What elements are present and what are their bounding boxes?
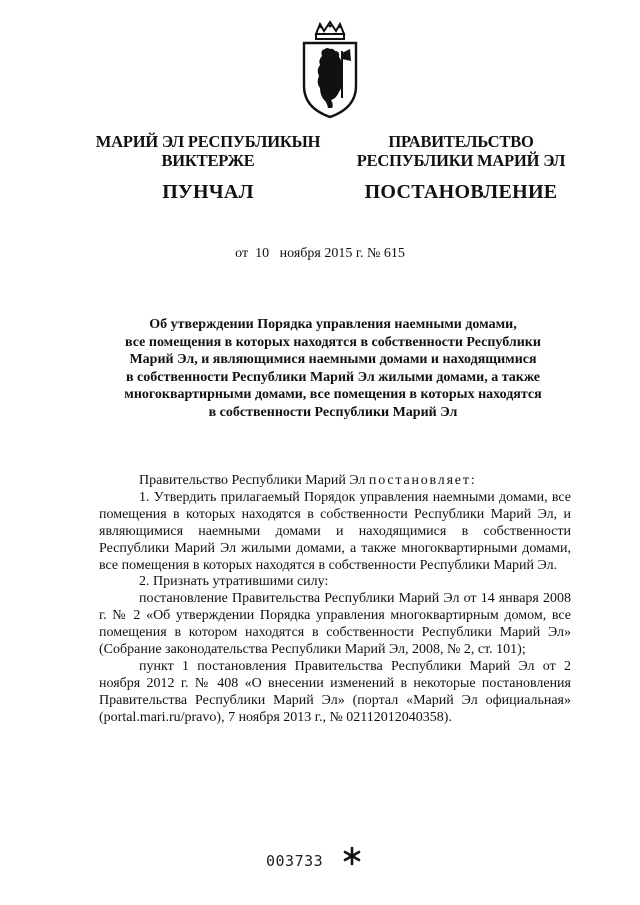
document-date-line: [0, 246, 640, 262]
title-line: в собственности Республики Марий Эл жилыми домами, а также: [125, 369, 541, 385]
header-left-block: [92, 132, 324, 204]
preamble-resolves: постановляет:: [368, 473, 477, 488]
date-month-year: ноября 2015 г.: [279, 246, 364, 261]
preamble-text: Правительство Республики Марий Эл: [139, 473, 366, 488]
title-line: Об утверждении Порядка управления наемными домами,: [149, 317, 517, 332]
header-right-line2: РЕСПУБЛИКИ МАРИЙ ЭЛ: [356, 151, 566, 170]
item-2b-paragraph: пункт 1 постановления Правительства Республики Марий Эл от 2 ноября 2012 г. № 408 «О внесении изменений в некоторые постановления Правительства Республики Марий Эл» (портал «Марий Эл официальная» (portal.mari.ru/pravo), 7 ноября 2013 г., № 02112012040358).: [99, 658, 571, 725]
title-line: в собственности Республики Марий Эл: [208, 404, 458, 420]
document-title: [96, 316, 570, 421]
title-line: Марий Эл, и являющимися наемными домами и находящимися: [129, 352, 537, 367]
header-right-doc-type: ПОСТАНОВЛЕНИЕ: [364, 181, 558, 203]
item-1-paragraph: 1. Утвердить прилагаемый Порядок управления наемными домами, все помещения в которых находятся в собственности Республики Марий Эл, и являющимися наемными домами и находящимися в собственности Республики Марий Эл жилыми домами, а также многоквартирными домами, все помещения в которых находятся в собственности Республики Марий Эл.: [99, 489, 571, 573]
preamble-paragraph: [99, 473, 571, 490]
title-line: все помещения в которых находятся в собственности Республики: [125, 334, 541, 350]
item-2-paragraph: 2. Признать утратившими силу:: [139, 574, 329, 590]
document-body: [99, 473, 571, 727]
item-2a-paragraph: постановление Правительства Республики Марий Эл от 14 января 2008 г. № 2 «Об утверждении Порядка управления многоквартирным домом, все помещения в котором находятся в собственности Республики Марий Эл» (Собрание законодательства Республики Марий Эл, 2008, № 2, ст. 101);: [99, 591, 571, 658]
date-day: 10: [255, 246, 270, 261]
header-left-line1: МАРИЙ ЭЛ РЕСПУБЛИКЫН: [95, 132, 321, 151]
title-line: многоквартирными домами, все помещения в которых находятся: [124, 387, 542, 402]
header-right-line1: ПРАВИТЕЛЬСТВО: [388, 132, 534, 151]
serial-number: 003733: [266, 852, 324, 870]
coat-of-arms-bear-icon: [298, 20, 362, 120]
header-right-block: [352, 132, 570, 204]
asterisk-icon: [343, 846, 361, 866]
document-number: 615: [383, 246, 405, 261]
date-prefix: от: [235, 246, 249, 261]
header-left-line2: ВИКТЕРЖЕ: [161, 151, 255, 170]
document-number-label: №: [366, 246, 381, 261]
header-left-doc-type: ПУНЧАЛ: [162, 181, 254, 203]
